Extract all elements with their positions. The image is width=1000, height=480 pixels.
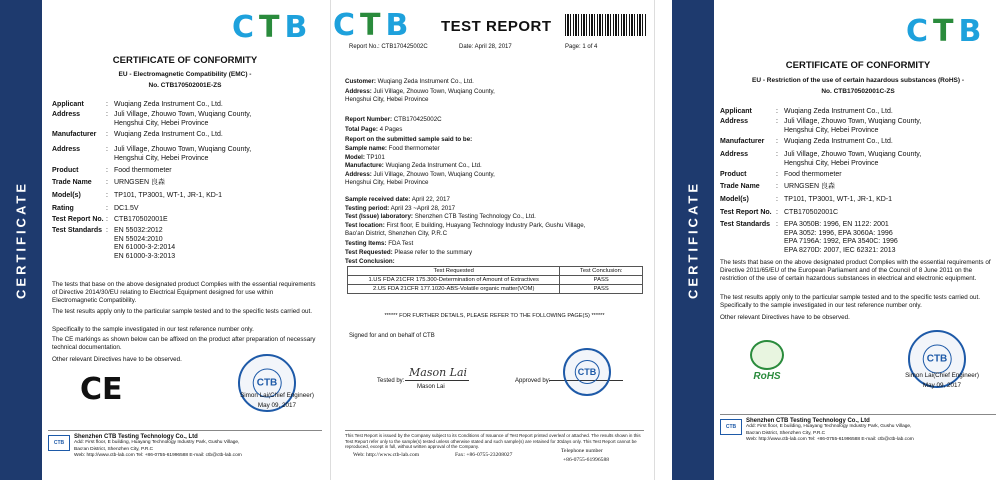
report-line — [345, 240, 644, 248]
report-line-value: April 23 ~April 28, 2017 — [389, 205, 456, 212]
phone-label: Telephone number — [561, 448, 603, 454]
table-row — [348, 276, 643, 285]
report-line — [345, 145, 644, 153]
stamp-text: CTB — [923, 345, 952, 374]
ctb-logo — [232, 10, 312, 45]
report-line — [345, 196, 644, 204]
report-page: Page: 1 of 4 — [565, 44, 598, 50]
certificate-side-band — [0, 0, 42, 480]
report-line — [345, 222, 644, 237]
report-line — [345, 213, 644, 221]
footer-address-1: Add: First floor, E building, Huayang Technology Industry Park, Gushu Village, — [74, 440, 240, 446]
report-line-key: Test Requested: — [345, 249, 393, 256]
field-label: Test Report No. — [720, 209, 772, 216]
report-line-key: Testing Items: — [345, 240, 387, 247]
report-line-key: Address: — [345, 88, 372, 95]
report-line-key: Model: — [345, 154, 365, 161]
field-label: Address — [52, 111, 81, 118]
field-value: EN 55032:2012 EN 55024:2010 EN 61000-3-2:2014 EN 61000-3-3:2013 — [114, 227, 176, 260]
field-colon: : — [106, 227, 108, 234]
directives-paragraph: Other relevant Directives have to be observed. — [720, 314, 850, 321]
logo-letter: C — [333, 8, 361, 43]
report-line — [345, 249, 644, 257]
compliance-paragraph: The tests that base on the above designated product Complies with the essential requirements of Directive 2011/65/EU of the European Parliament and of the Council of 8 June 2011 on the restriction of the use of certain hazardous substances in electrical and electronic equipment. — [720, 259, 991, 282]
table-cell: 2.US FDA 21CFR 177.1020-ABS-Volatile organic matter(VOM) — [348, 285, 560, 294]
table-cell: 1.US FDA 21CFR 175.300-Determination of Amount of Extractives — [348, 276, 560, 285]
report-line — [345, 171, 644, 186]
leaf-icon — [750, 340, 784, 370]
field-colon: : — [776, 138, 778, 145]
scope-paragraph: The test results apply only to the particular sample tested and to the specific tests carried out. — [52, 308, 313, 315]
logo-letter: B — [284, 10, 313, 45]
logo-letter: B — [385, 8, 414, 43]
report-line-value: CTB170425002C — [392, 116, 442, 123]
field-label: Model(s) — [720, 196, 749, 203]
field-value: CTB170502001C — [784, 209, 839, 216]
report-line-value: April 22, 2017 — [410, 196, 450, 203]
report-line-key: Test location: — [345, 222, 385, 229]
field-colon: : — [106, 111, 108, 118]
approved-by-label: Approved by: — [515, 378, 551, 384]
signer-name: Simon Lai(Chief Engineer) — [240, 392, 314, 399]
field-colon: : — [776, 171, 778, 178]
table-header-row — [348, 267, 643, 276]
table-cell: PASS — [560, 285, 643, 294]
report-line — [345, 205, 644, 213]
report-line — [345, 258, 644, 266]
report-line — [345, 162, 644, 170]
field-label: Test Standards — [720, 221, 771, 228]
rohs-mark: RoHS — [753, 371, 781, 382]
field-value: Wuqiang Zeda Instrument Co., Ltd. — [114, 131, 223, 138]
sign-date: May 09, 2017 — [257, 402, 297, 409]
report-line-key: Sample name: — [345, 145, 387, 152]
field-colon: : — [776, 221, 778, 228]
report-line — [345, 78, 644, 86]
report-number: Report No.: CTB170425002C — [349, 44, 428, 50]
footer-company: Shenzhen CTB Testing Technology Co., Ltd — [746, 418, 870, 424]
stamp-text: CTB — [575, 360, 600, 384]
report-line — [345, 154, 644, 162]
field-value: DC1.5V — [114, 205, 139, 212]
report-line-key: Report on the submitted sample said to be: — [345, 136, 473, 143]
field-value: Juli Village, Zhouwo Town, Wuqiang County, Hengshui City, Hebei Province — [784, 151, 922, 167]
field-label: Test Report No. — [52, 216, 104, 223]
field-label: Applicant — [52, 101, 84, 108]
logo-letter: T — [360, 8, 386, 43]
report-line-value: Juli Village, Zhouwo Town, Wuqiang County, Hengshui City, Hebei Province — [345, 171, 495, 186]
field-value: Juli Village, Zhouwo Town, Wuqiang County, Hengshui City, Hebei Province — [114, 146, 252, 162]
report-line — [345, 126, 644, 134]
test-report — [330, 0, 655, 480]
report-line-key: Total Page: — [345, 126, 378, 133]
band-text: CERTIFICATE — [13, 181, 29, 299]
field-colon: : — [776, 196, 778, 203]
certificate-number: No. CTB170502001E-ZS — [148, 82, 222, 89]
field-colon: : — [106, 167, 108, 174]
report-line-value: 4 Pages — [377, 126, 403, 133]
field-colon: : — [106, 101, 108, 108]
field-colon: : — [106, 216, 108, 223]
field-value: Juli Village, Zhouwo Town, Wuqiang County, Hengshui City, Hebei Province — [784, 118, 922, 134]
barcode — [565, 14, 647, 36]
logo-letter: C — [906, 14, 934, 49]
field-value: Wuqiang Zeda Instrument Co., Ltd. — [784, 108, 893, 115]
field-value: EPA 3050B: 1996, EN 1122: 2001 EPA 3052: 1996, EPA 3060A: 1996 EPA 7196A: 1992, EPA 3540C: 1996 EPA 8270D: 2007, IEC 62321: 2013 — [784, 221, 898, 254]
footer-address-2: Bao'an District, Shenzhen City, P.R.C — [74, 446, 154, 452]
report-line-key: Manufacture: — [345, 162, 384, 169]
field-value: Wuqiang Zeda Instrument Co., Ltd. — [114, 101, 223, 108]
field-label: Applicant — [720, 108, 752, 115]
field-colon: : — [776, 183, 778, 190]
certificate-title: CERTIFICATE OF CONFORMITY — [112, 55, 258, 66]
compliance-paragraph: The tests that base on the above designated product Complies with the essential requirements of Directive 2014/30/EU relating to Electrical Equipment designed for use within Electromagnetic Compatibility. — [52, 281, 316, 304]
field-colon: : — [776, 108, 778, 115]
report-line-key: Customer: — [345, 78, 376, 85]
report-footnote: This Test Report is issued by the Company subject to its Conditions of Issuance of Test Report printed overleaf or attached. The results shown in this Test Report refer only to the sample(s) tested unless otherwise stated and such sample(s) are retained for 30days only. This Test Report cannot be reproduced, except in full, without written approval of the Company. — [345, 430, 644, 450]
certificate-footer — [720, 414, 996, 460]
table-header: Test Requested — [348, 267, 560, 276]
field-value: Food thermometer — [114, 167, 172, 174]
ctb-logo — [906, 14, 986, 49]
footer-logo: CTB — [48, 435, 70, 451]
field-value: Juli Village, Zhouwo Town, Wuqiang County, Hengshui City, Hebei Province — [114, 111, 252, 127]
logo-letter: T — [933, 14, 959, 49]
field-label: Manufacturer — [52, 131, 97, 138]
signer-name: Simon Lai(Chief Engineer) — [905, 372, 979, 379]
report-line — [345, 88, 644, 103]
report-line-value: Wuqiang Zeda Instrument Co., Ltd. — [375, 78, 474, 85]
rohs-logo — [746, 338, 788, 386]
field-value: TP101, TP3001, WT-1, JR-1, KD-1 — [114, 192, 223, 199]
marking-paragraph: The CE markings as shown below can be affixed on the product after preparation of necessary technical documentation. — [52, 336, 316, 351]
field-label: Test Standards — [52, 227, 103, 234]
footer-company: Shenzhen CTB Testing Technology Co., Ltd — [74, 434, 198, 440]
logo-letter: C — [232, 10, 260, 45]
sign-date: May 09, 2017 — [922, 382, 962, 389]
report-line-key: Address: — [345, 171, 372, 178]
certificate-number: No. CTB170502001C-ZS — [821, 88, 895, 95]
report-web: Web: http://www.ctb-lab.com — [353, 452, 420, 458]
ce-mark: CE — [80, 372, 123, 407]
table-header: Test Conclusion: — [560, 267, 643, 276]
stamp-text: CTB — [253, 369, 282, 398]
signed-on-behalf: Signed for and on behalf of CTB — [349, 333, 435, 339]
field-colon: : — [106, 146, 108, 153]
scope-paragraph: The test results apply only to the particular sample tested and to the specific tests carried out. Specifically to the sample investigated in our test reference number only. — [720, 294, 981, 309]
rohs-certificate — [672, 0, 1000, 480]
certificate-subtitle: EU - Electromagnetic Compatibility (EMC) - — [118, 71, 252, 78]
specificity-paragraph: Specifically to the sample investigated in our test reference number only. — [52, 326, 254, 333]
report-line-key: Sample received date: — [345, 196, 411, 203]
report-line-value: Shenzhen CTB Testing Technology Co., Ltd. — [412, 213, 536, 220]
field-colon: : — [776, 151, 778, 158]
field-label: Trade Name — [720, 183, 760, 190]
report-line-value: First floor, E building, Huayang Technology Industry Park, Gushu Village, Bao'an District, Shenzhen City, P.R.C — [345, 222, 586, 237]
field-label: Model(s) — [52, 192, 81, 199]
footer-contact: Web: http://www.ctb-lab.com Tel: +86-0755-61996588 E-mail: ctb@ctb-lab.com — [74, 452, 242, 458]
report-fax: Fax: +86-0755-23208027 — [455, 452, 513, 458]
report-line-key: Testing period: — [345, 205, 390, 212]
field-label: Manufacturer — [720, 138, 765, 145]
table-row — [348, 285, 643, 294]
table-cell: PASS — [560, 276, 643, 285]
tested-by-label: Tested by: — [377, 378, 405, 384]
logo-letter: B — [958, 14, 987, 49]
field-label: Address — [720, 118, 749, 125]
test-summary-table — [347, 266, 643, 294]
certificate-side-band — [672, 0, 714, 480]
footer-contact: Web: http://www.ctb-lab.com Tel: +86-0755-61996588 E-mail: ctb@ctb-lab.com — [746, 436, 914, 442]
band-text: CERTIFICATE — [685, 181, 701, 299]
field-colon: : — [106, 131, 108, 138]
report-date: Date: April 28, 2017 — [459, 44, 512, 50]
further-details-note: ****** FOR FURTHER DETAILS, PLEASE REFER TO THE FOLLOWING PAGE(S) ****** — [384, 313, 605, 319]
report-line — [345, 136, 644, 144]
footer-logo: CTB — [720, 419, 742, 435]
field-value: CTB170502001E — [114, 216, 168, 223]
report-line-value: Wuqiang Zeda Instrument Co., Ltd. — [383, 162, 482, 169]
field-label: Trade Name — [52, 179, 92, 186]
report-title: TEST REPORT — [441, 18, 552, 35]
footer-address-1: Add: First floor, E building, Huayang Technology Industry Park, Gushu Village, — [746, 424, 912, 430]
signature-line — [405, 380, 469, 381]
emc-certificate — [0, 0, 326, 480]
logo-letter: T — [259, 10, 285, 45]
field-colon: : — [106, 205, 108, 212]
tester-signature: Mason Lai — [409, 366, 468, 379]
field-label: Product — [720, 171, 747, 178]
field-label: Address — [52, 146, 81, 153]
certificate-subtitle: EU - Restriction of the use of certain hazardous substances (RoHS) - — [751, 77, 964, 84]
field-colon: : — [106, 192, 108, 199]
field-value: URNGSEN 良森 — [784, 183, 835, 190]
report-line-value: TP101 — [364, 154, 385, 161]
field-colon: : — [776, 118, 778, 125]
phone-number: +86-0755-61996588 — [563, 457, 610, 463]
field-colon: : — [776, 209, 778, 216]
report-line-key: Test (Issue) laboratory: — [345, 213, 413, 220]
report-line-key: Report Number: — [345, 116, 393, 123]
footer-address-2: Bao'an District, Shenzhen City, P.R.C — [746, 430, 826, 436]
ctb-logo — [333, 8, 413, 43]
directives-paragraph: Other relevant Directives have to be observed. — [52, 356, 182, 363]
field-value: URNGSEN 良森 — [114, 179, 165, 186]
tester-name: Mason Lai — [417, 384, 445, 390]
field-label: Rating — [52, 205, 74, 212]
report-line-value: Juli Village, Zhouwo Town, Wuqiang County, Hengshui City, Hebei Province — [345, 88, 495, 103]
field-value: Wuqiang Zeda Instrument Co., Ltd. — [784, 138, 893, 145]
field-label: Product — [52, 167, 79, 174]
report-line-key: Test Conclusion: — [345, 258, 395, 265]
report-line-value: Please refer to the summary — [392, 249, 473, 256]
ctb-stamp — [563, 348, 611, 396]
field-value: Food thermometer — [784, 171, 842, 178]
report-line-value: FDA Test — [386, 240, 414, 247]
field-colon: : — [106, 179, 108, 186]
report-line — [345, 116, 644, 124]
report-line-value: Food thermometer — [386, 145, 440, 152]
certificate-footer — [48, 430, 322, 476]
field-value: TP101, TP3001, WT-1, JR-1, KD-1 — [784, 196, 893, 203]
certificate-title: CERTIFICATE OF CONFORMITY — [785, 60, 931, 71]
field-label: Address — [720, 151, 749, 158]
